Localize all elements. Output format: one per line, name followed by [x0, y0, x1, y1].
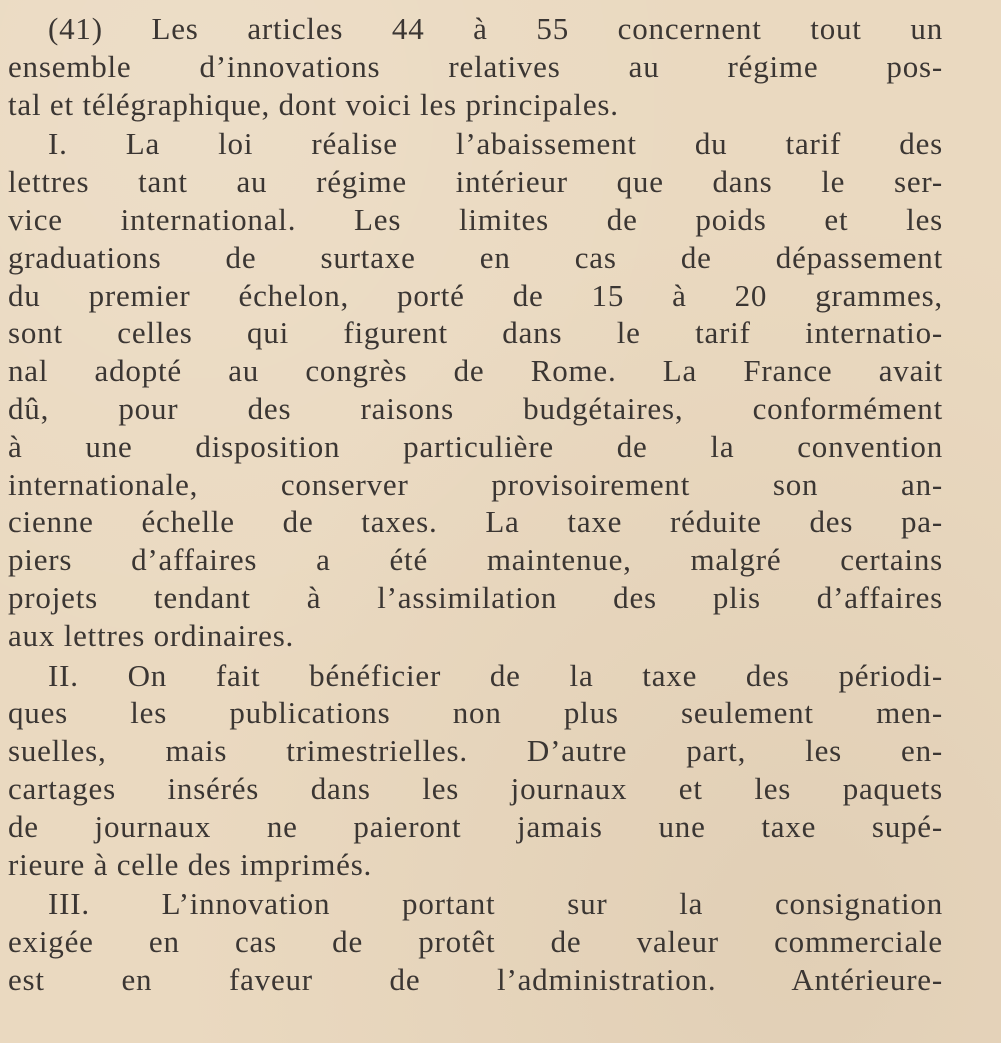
text-line: du premier échelon, porté de 15 à 20 grammes, [8, 277, 943, 313]
text-line: suelles, mais trimestrielles. D’autre part, les en- [8, 733, 943, 769]
text-line: dû, pour des raisons budgétaires, conformément [8, 390, 943, 426]
text-line: sont celles qui figurent dans le tarif internatio- [8, 315, 943, 351]
text-line: (41) Les articles 44 à 55 concernent tout un [48, 11, 943, 46]
text-line: lettres tant au régime intérieur que dans le ser- [8, 164, 943, 200]
text-line: I. La loi réalise l’abaissement du tarif des [48, 126, 943, 162]
text-line: tal et télégraphique, dont voici les principales. [8, 86, 619, 122]
text-line: rieure à celle des imprimés. [8, 846, 373, 882]
text-line: cienne échelle de taxes. La taxe réduite des pa- [8, 504, 943, 540]
text-line: internationale, conserver provisoirement son an- [8, 466, 943, 502]
text-line: cartages insérés dans les journaux et les paquets [8, 770, 943, 806]
text-line: graduations de surtaxe en cas de dépassement [8, 239, 943, 275]
text-line: ensemble d’innovations relatives au régime pos- [8, 48, 943, 84]
text-line: II. On fait bénéficier de la taxe des périodi- [48, 657, 943, 693]
text-line: ques les publications non plus seulement men- [8, 695, 943, 731]
text-line: III. L’innovation portant sur la consignation [48, 886, 943, 922]
text-line: projets tendant à l’assimilation des plis d’affaires [8, 579, 943, 615]
paragraph-41 [8, 10, 943, 123]
text-line: vice international. Les limites de poids et les [8, 201, 943, 237]
text-line: nal adopté au congrès de Rome. La France avait [8, 353, 943, 389]
paragraph-ii [8, 657, 943, 884]
text-line: à une disposition particulière de la convention [8, 428, 943, 464]
text-line: exigée en cas de protêt de valeur commerciale [8, 924, 943, 960]
paragraph-iii [8, 885, 943, 998]
text-line: aux lettres ordinaires. [8, 617, 295, 653]
text-line: de journaux ne paieront jamais une taxe supé- [8, 808, 943, 844]
text-line: est en faveur de l’administration. Antérieure- [8, 961, 943, 997]
paragraph-i [8, 125, 943, 654]
text-line: piers d’affaires a été maintenue, malgré certains [8, 542, 943, 578]
